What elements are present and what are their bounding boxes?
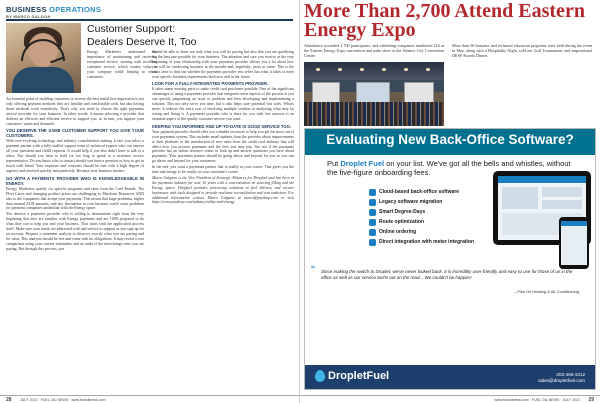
ad-phone: 203-456-1012	[556, 372, 585, 377]
ad-footer	[305, 365, 595, 389]
list-item: Cloud-based back-office software	[369, 187, 474, 197]
paragraph: An essential point of enabling customers to receive the best initial first impression is not only offering payment methods they are familiar and comfortable with, but also having those methods work seamlessly. That's why you need to choose the right payments service provider for your business. In other words, it means selecting a provider that delivers an effective and efficient service to support you, so in turn, you support your customers' wants and demands.	[6, 97, 144, 126]
page-footer	[0, 395, 299, 403]
quote-mark-icon: “	[311, 263, 315, 277]
paragraph: Energy Marketers qualify for specific programs and rates from the Card Brands. The Fleet Carve and changing product prices are challenging to Merchant Resources AND also to the companies that accept your payments. This means that large problems, higher than normal ACH amounts, and any fluctuation in your business could cause problems for payment companies unfamiliar with the Energy space.	[6, 186, 144, 211]
subheading: YOU DESERVE THE SAME CUSTOMER SUPPORT YOU GIVE YOUR CUSTOMERS.	[6, 128, 144, 139]
author-bio: Marco Galgano is the Vice President of Strategic Alliances for Dropfuel and has been in the payments industry for over 16 years with a concentration on sourcing filling and the Energy space. Dropfuel provides processing solutions to fuel delivery and service businesses with tools designed to provide real-time reconciliation and cost reduction. For additional information contact Marco Galgano at marco@paydrop.com or visit https://www.paydrop.com/industry/utility-and-energy	[152, 175, 294, 205]
list-item: Route optimization	[369, 217, 474, 227]
right-page	[300, 0, 600, 403]
paragraph: should be able to learn not only what you will be paying but also that you are qualifying for the best rate possible for your business. The attention and care you receive at the very beginning of your relationship with your payments provider allows you a lot about how you will be conducting business in the months and, hopefully, years to come. This is the exact time to find out whether the payments provider you select has what it takes to meet your specific business requirements both now and in the future.	[152, 50, 294, 79]
column-1	[6, 97, 144, 253]
ad-subheadline: Put Droplet Fuel on your list. We've got all the bells and whistles, without the five-figure onboarding fees.	[327, 159, 571, 177]
page-footer	[300, 395, 600, 403]
article-title: Customer Support: Dealers Deserve It, Too	[87, 23, 197, 48]
column-1-top	[87, 50, 157, 80]
paragraph: In the end, you want a payments partner that is totally in your corner. That gives you the time and energy to be totally on your customer's corner.	[152, 165, 294, 175]
expo-title: More Than 2,700 Attend Eastern Energy Expo	[304, 0, 585, 41]
droplet-fuel-logo	[315, 370, 389, 382]
paragraph: You deserve a payments provider who is willing to demonstrate right from the very beginning that they are familiar with Energy payments and are 100% prepared to do what they can to help you and your business. That starts with the application process itself. Make sure your needs are addressed with and service to support as you sign up for an account. Request a statement analysis to discover exactly what you are paying and for what. This analysis should be free and come with no obligations. It may reveal a cost comparison using your current statements and an audit of the interchange rates you are paying. But through this process, you	[6, 212, 144, 251]
app-tile-icon	[369, 229, 376, 236]
footer-text: JULY 2021 · FUEL OIL NEWS · www.fueloilnews.com	[20, 398, 106, 402]
section-name-b: OPERATIONS	[49, 5, 102, 14]
expo-photo	[304, 62, 444, 126]
app-tile-icon	[369, 189, 376, 196]
paragraph: It takes many moving parts to make credit card purchases possible. One of the significant advantages of using a payments provider that integrates most aspects of the process is you can quickly pinpointing an issue or problem and then developing and implementing a solution. This not only saves you time, but it also helps save potential lost sales. What's more, it reduces the extra cost of involving multiple vendors in analyzing what may be wrong and fixing it. A payments provider who is there for you with fast answers is an essential aspect of the quality customer service you want.	[152, 87, 294, 121]
testimonial-attribution: – Pike Oil Heating & Air Conditioning	[514, 289, 579, 294]
list-item: Legacy software migration	[369, 197, 474, 207]
droplet-fuel-ad	[304, 128, 596, 390]
brand-name: DropletFuel	[328, 370, 390, 382]
app-tile-icon	[369, 199, 376, 206]
ad-contact	[538, 372, 585, 384]
subheading: KEEPING YOU INFORMED AND UP-TO-DATE IS GOOD SERVICE TOO.	[152, 123, 292, 129]
list-item: Online ordering	[369, 227, 474, 237]
testimonial-quote: “ Since making the switch to Droplet, we've never looked back. It is incredibly user-friendly and easy to use for those of us in the office as well as our service techs out on the road... We couldn't be happier!	[311, 263, 573, 280]
paragraph: With ever-evolving technology and industry consolidation making it rare you select a payment partner with a fully-staffed support team of technical experts who can answer all your questions and fulfill requests. It would help if you also didn't have to talk to a robot. Nor should you have to hold for too long to speak to a customer service representative. Do you know who to contact should you have a question or how to get in touch with them? Your inquiries and concerns should be met with a high degree of urgency and resolved quickly and painlessly. Because your business matters.	[6, 139, 144, 173]
page-number: 29	[588, 397, 594, 403]
list-item: Smart Degree-Days	[369, 207, 474, 217]
paragraph: Your payment provider should offer you valuable resources to help you get the most out of your payments system. This includes email updates from the provider about improvements to their platform or the introduction of new rules from the credit card industry that will affect how you process payments and the fees you may pay. See too if the payments provider has an online resource center to look up and answer questions you have about payments. Your payments partner should be going above and beyond for you so you can go above and beyond for your customers.	[152, 129, 294, 164]
header-rule	[6, 19, 293, 21]
list-item: Direct integration with meter integration	[369, 237, 474, 247]
app-tile-icon	[369, 219, 376, 226]
subheading: GO WITH A PAYMENTS PROVIDER WHO IS KNOWLEDGEABLE IN ENERGY.	[6, 175, 144, 186]
phone-illustration	[559, 217, 589, 269]
author-photo	[6, 23, 81, 93]
ad-email: sales@dropletfuel.com	[538, 378, 585, 383]
app-tile-icon	[369, 209, 376, 216]
column-2	[152, 50, 294, 206]
byline: BY MARCO GALDON	[6, 14, 51, 19]
ad-headline: Evaluating New Back-Office Software?	[326, 132, 574, 147]
expo-column-2: More than 60 business and technical education programs were held during the event in May, along with a Hospitality Night, sold out Golf Tournament, and inspirational DESP Awards Dinner.	[452, 43, 592, 59]
section-name-a: BUSINESS	[6, 5, 47, 14]
ad-headline-band	[305, 129, 595, 155]
ad-feature-list	[369, 187, 474, 247]
footer-text: www.fueloilnews.com · FUEL OIL NEWS · JULY 2021	[494, 398, 580, 402]
subheading: LOOK FOR A FULLY-INTEGRATED PAYMENTS PROVIDER.	[152, 81, 269, 87]
droplet-icon	[315, 370, 325, 382]
expo-column-1: Attendance exceeded 2,700 participants, and exhibiting companies numbered 216 at the Eastern Energy Expo convention and trade show at the Atlantic City Convention Center.	[304, 43, 444, 59]
section-header	[6, 5, 101, 14]
app-tile-icon	[369, 239, 376, 246]
intro-paragraph: Energy Marketers understand the importance of maintaining and receiving exceptional service, starting with excellent customer service, which creates value to your company while helping to retain customers.	[87, 50, 157, 79]
ad-brand-mention: Droplet Fuel	[340, 159, 385, 168]
page-number: 28	[6, 397, 12, 403]
